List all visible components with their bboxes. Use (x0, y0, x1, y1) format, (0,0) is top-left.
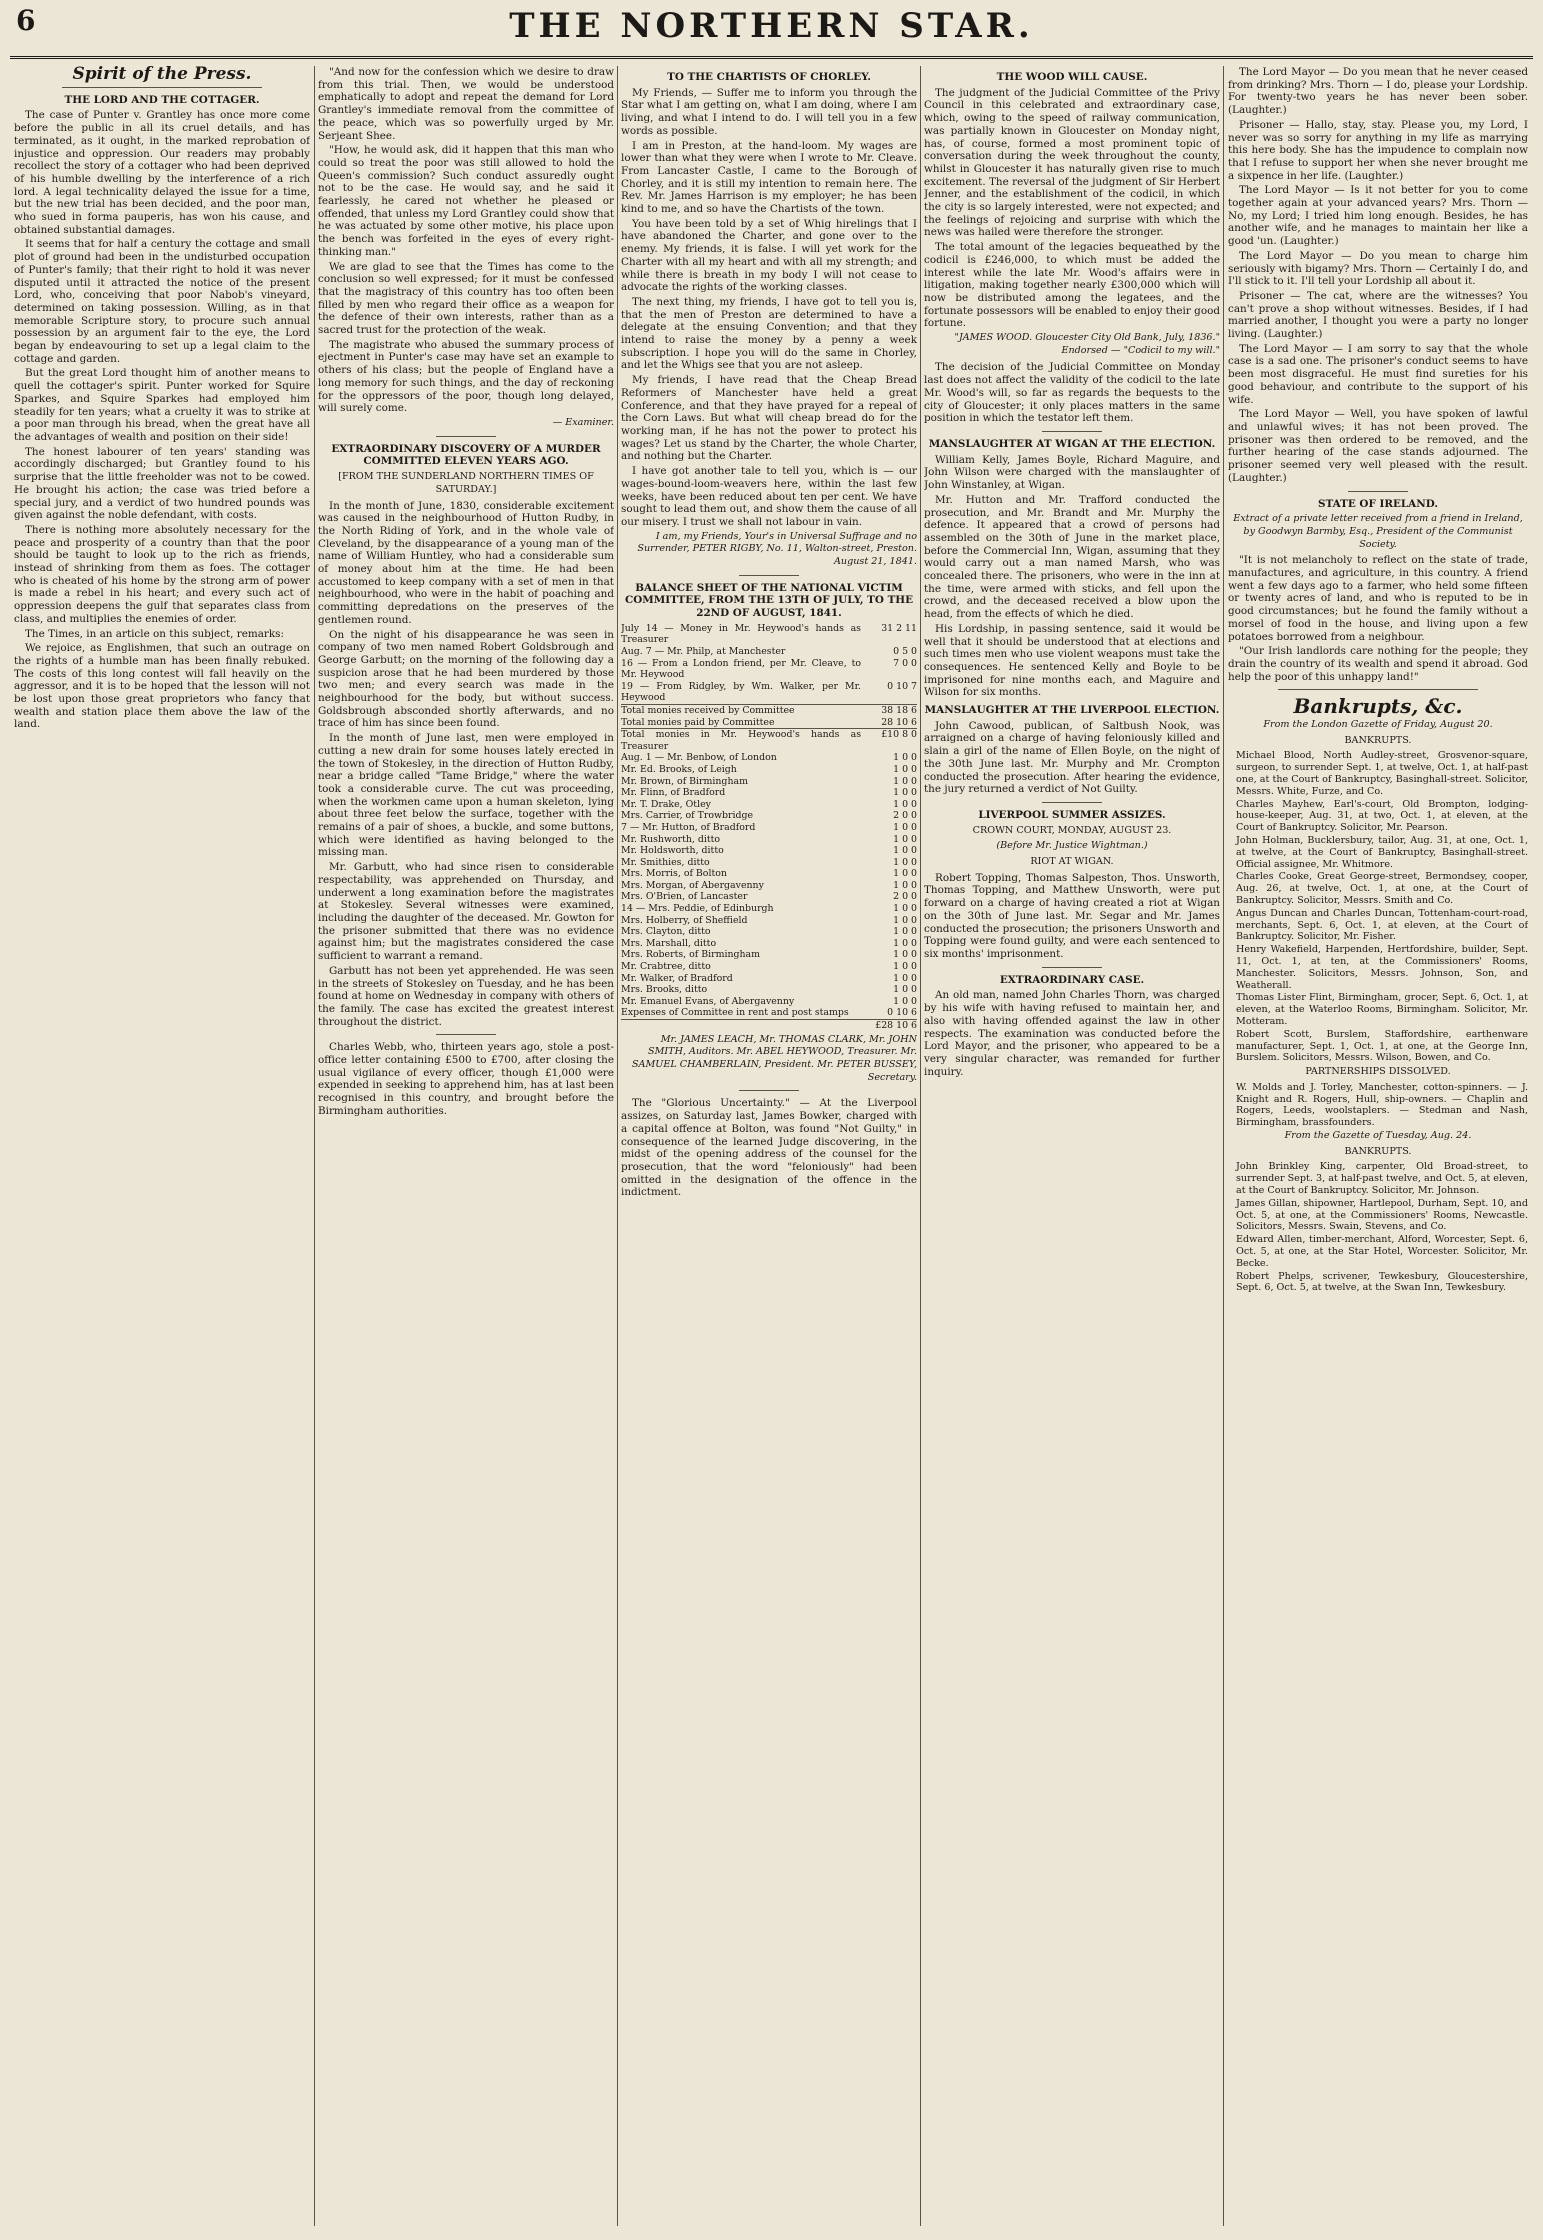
article-paragraph: We are glad to see that the Times has come to the conclusion so well expressed; for it must be confessed that the magistracy of this country has too often been filled by men who regard their office as a weapon for the defence of their own interests, rather than as a sacred trust for the protection of the weak. (318, 260, 614, 337)
balance-label: Mr. Emanuel Evans, of Abergavenny (621, 995, 795, 1007)
list-item: James Gillan, shipowner, Hartlepool, Durham, Sept. 10, and Oct. 5, at one, at the Commissioners' Rooms, Newcastle. Solicitors, Messrs. Swain, Stevens, and Co. (1236, 1197, 1528, 1233)
balance-label: Mrs. Holberry, of Sheffield (621, 914, 748, 926)
balance-label: Total monies in Mr. Heywood's hands as Treasurer (621, 729, 861, 752)
balance-amount: 1 0 0 (893, 984, 917, 996)
article-heading-state-of-ireland: STATE OF IRELAND. (1317, 497, 1438, 510)
balance-amount: 38 18 6 (861, 704, 917, 716)
article-paragraph: Prisoner — Hallo, stay, stay. Please you, my Lord, I never was so sorry for anything in my life as marrying this here body. She has the impudence to complain now that I refuse to support her when she never brought me a sixpence in her life. (Laughter.) (1228, 118, 1528, 182)
balance-amount: 1 0 0 (893, 961, 917, 973)
section-rule (62, 87, 262, 88)
balance-row (621, 996, 917, 1008)
balance-amount: 0 10 6 (887, 1007, 917, 1019)
balance-amount: 1 0 0 (893, 775, 917, 787)
letter-signature: I am, my Friends, Your's in Universal Suffrage and no Surrender, PETER RIGBY, No. 11, Walton-street, Preston. August 21, 1841. (637, 530, 917, 568)
balance-amount: 1 0 0 (893, 937, 917, 949)
balance-amount: 1 0 0 (893, 763, 917, 775)
balance-amount: 31 2 11 (881, 622, 917, 634)
balance-label: Mr. Brown, of Birmingham (621, 775, 748, 787)
balance-row (621, 1007, 917, 1019)
section-rule (1278, 689, 1478, 690)
article-paragraph: The "Glorious Uncertainty." — At the Liverpool assizes, on Saturday last, James Bowker, charged with a capital offence at Bolton, was found "Not Guilty," in consequence of the learned Judge discovering, in the midst of the opening address of the counsel for the prosecution, that the word "feloniously" had been omitted in the designation of the offence in the indictment. (621, 1097, 917, 1199)
balance-amount: £28 10 6 (861, 1020, 917, 1032)
balance-label: 19 — From Ridgley, by Wm. Walker, per Mr. Heywood (621, 680, 861, 704)
balance-row (621, 961, 917, 973)
balance-row (621, 984, 917, 996)
article-paragraph: Charles Webb, who, thirteen years ago, stole a post-office letter containing £500 to £700, after closing the usual vigilance of every officer, though £1,000 were expended in seeking to apprehend him, has at last been recognised in this country, and brought before the Birmingham authorities. (318, 1041, 614, 1117)
balance-amount: 1 0 0 (893, 972, 917, 984)
article-paragraph: The next thing, my friends, I have got to tell you is, that the men of Preston are determined to have a delegate at the ensuing Convention; and that they intend to raise the money by a penny a week subscription. I hope you will do the same in Chorley, and let the Whigs see that you are not asleep. (621, 295, 917, 372)
partnerships-list (1228, 1082, 1528, 1129)
article-paragraph: The Lord Mayor — Is it not better for you to come together again at your advanced years? Mrs. Thorn — No, my Lord; I tried him long enough. Besides, he has another wife, and he manages to maintain her like a good 'un. (Laughter.) (1228, 184, 1528, 248)
article-rule (1348, 491, 1408, 492)
balance-row (621, 973, 917, 985)
article-paragraph: My Friends, — Suffer me to inform you through the Star what I am getting on, what I am doing, where I am living, and what I intend to do. I will tell you in a few words as possible. (621, 86, 917, 137)
column-divider (617, 66, 618, 2226)
list-heading-partnerships: PARTNERSHIPS DISSOLVED. (1305, 1066, 1451, 1078)
balance-label: Total monies paid by Committee (621, 716, 775, 728)
article-paragraph: In the month of June, 1830, considerable excitement was caused in the neighbourhood of Hutton Rudby, in the North Riding of York, and in the whole vale of Cleveland, by the disappearance of a young man of the name of William Huntley, who had a considerable sum of money about him at the time. He had been accustomed to keep company with a set of men in that neighbourhood, who were in the habit of poaching and committing depredations on the preserves of the gentlemen round. (318, 499, 614, 626)
list-item: Michael Blood, North Audley-street, Grosvenor-square, surgeon, to surrender Sept. 1, at twelve, Oct. 1, at half-past one, at the Court of Bankruptcy, Basinghall-street. Solicitor, Messrs. White, Furze, and Co. (1236, 750, 1528, 797)
balance-label: 16 — From a London friend, per Mr. Cleave, to Mr. Heywood (621, 657, 861, 681)
balance-amount: 1 0 0 (893, 868, 917, 880)
balance-amount: 1 0 0 (893, 798, 917, 810)
balance-label: July 14 — Money in Mr. Heywood's hands as Treasurer (621, 622, 861, 646)
article-source: — Examiner. (552, 416, 614, 428)
balance-label: Mrs. O'Brien, of Lancaster (621, 891, 748, 903)
balance-label: Expenses of Committee in rent and post stamps (621, 1007, 849, 1019)
article-paragraph: Garbutt has not been yet apprehended. He was seen in the streets of Stokesley on Tuesday, and he has been found at home on Wednesday in company with others of the family. The case has excited the greatest interest throughout the district. (318, 964, 614, 1028)
balance-row (621, 764, 917, 776)
balance-amount: 1 0 0 (893, 856, 917, 868)
article-paragraph: We rejoice, as Englishmen, that such an outrage on the rights of a humble man has been finally rebuked. The costs of this long contest will fall heavily on the aggressor, and it is to be hoped that the lesson will not be lost upon those great proprietors who fancy that wealth and station place them above the law of the land. (14, 642, 310, 731)
balance-label: Mr. Smithies, ditto (621, 856, 710, 868)
balance-row (621, 938, 917, 950)
article-paragraph: Robert Topping, Thomas Salpeston, Thos. Unsworth, Thomas Topping, and Matthew Unsworth, were put forward on a charge of having created a riot at Wigan on the 30th of June last. Mr. Segar and Mr. James conducted the prosecution; the prisoners Unsworth and Topping were found guilty, and were each sentenced to six months' imprisonment. (924, 871, 1220, 960)
balance-amount: 0 10 7 (887, 680, 917, 692)
balance-label: Mr. Walker, of Bradford (621, 972, 733, 984)
balance-row (621, 810, 917, 822)
balance-label: Aug. 7 — Mr. Philp, at Manchester (621, 646, 786, 658)
article-paragraph: It seems that for half a century the cottage and small plot of ground had been in the undisturbed occupation of Punter's family; that their right to hold it was never disputed until it attracted the notice of the present Lord, who, conceiving that poor Nabob's vineyard, determined on taking possession. Willing, as in that memorable Scripture story, to procure such annual possession by an argument fair to the eye, the Lord began by endeavouring to set up a legal claim to the cottage and garden. (14, 238, 310, 365)
article-subheading-italic: Extract of a private letter received from a friend in Ireland, by Goodwyn Barmby, Esq., President of the Communist Society. (1233, 513, 1523, 550)
balance-row (621, 903, 917, 915)
balance-row (621, 681, 917, 705)
balance-row (621, 799, 917, 811)
column-4 (924, 66, 1220, 2226)
newspaper-title: THE NORTHERN STAR. (509, 6, 1034, 46)
balance-amount: 1 0 0 (893, 879, 917, 891)
article-heading-manslaughter-liverpool: MANSLAUGHTER AT THE LIVERPOOL ELECTION. (924, 704, 1220, 717)
list-heading-bankrupts: BANKRUPTS. (1344, 1145, 1412, 1157)
committee-signatures: Mr. JAMES LEACH, Mr. THOMAS CLARK, Mr. JOHN SMITH, Auditors. Mr. ABEL HEYWOOD, Treasurer. Mr. SAMUEL CHAMBERLAIN, President. Mr. PETER BUSSEY, Secretary. (631, 1033, 917, 1083)
article-paragraph: His Lordship, in passing sentence, said it would be well that it should be understood that at elections and such times men who use violent weapons must take the consequences. He sentenced Kelly and Boyle to be imprisoned for nine months each, and Maguire and Wilson for six months. (924, 622, 1220, 699)
balance-amount: 1 0 0 (893, 903, 917, 915)
balance-label: Mrs. Carrier, of Trowbridge (621, 810, 754, 822)
balance-label: Total monies received by Committee (621, 704, 861, 716)
list-item: Robert Phelps, scrivener, Tewkesbury, Gloucestershire, Sept. 6, Oct. 5, at twelve, at the Swan Inn, Tewkesbury. (1236, 1270, 1528, 1294)
balance-label: Mrs. Roberts, of Birmingham (621, 949, 761, 961)
balance-amount: 1 0 0 (893, 821, 917, 833)
article-paragraph: "And now for the confession which we desire to draw from this trial. Then, we would be understood emphatically to adopt and repeat the demand for Lord Grantley's immediate removal from the committee of the peace, which was so powerfully urged by Mr. Serjeant Shee. (318, 66, 614, 142)
article-paragraph: The Lord Mayor — Do you mean that he never ceased from drinking? Mrs. Thorn — I do, please your Lordship. For twenty-two years he has never been sober. (Laughter.) (1228, 66, 1528, 117)
column-1 (14, 66, 310, 2226)
article-paragraph: The honest labourer of ten years' standing was accordingly discharged; but Grantley found to his surprise that the little freeholder was not to be cowed. He brought his action; the case was tried before a special jury, and a verdict of two hundred pounds was given against the noble defendant, with costs. (14, 445, 310, 522)
list-heading-bankrupts: BANKRUPTS. (1344, 734, 1412, 746)
article-paragraph: John Cawood, publican, of Saltbush Nook, was arraigned on a charge of having feloniously killed and slain a girl of the name of Ellen Boyle, on the night of the 30th June last. Mr. Murphy and Mr. Crompton conducted the prosecution. After hearing the evidence, the jury returned a verdict of Not Guilty. (924, 719, 1220, 796)
balance-amount: 1 0 0 (893, 995, 917, 1007)
balance-label: Mrs. Brooks, ditto (621, 984, 708, 996)
article-paragraph: In the month of June last, men were employed in cutting a new drain for some houses lately erected in the town of Stokesley, in the direction of Hutton Rudby, near a bridge called "Tame Bridge," where the water took a considerable curve. The cut was proceeding, when the workmen came upon a human skeleton, lying about three feet below the surface, together with the remains of a pair of shoes, a buckle, and some buttons, which were identified as having belonged to the missing man. (318, 732, 614, 859)
balance-label: Mr. Rushworth, ditto (621, 833, 721, 845)
article-heading-lord-and-cottager: THE LORD AND THE COTTAGER. (64, 93, 260, 106)
article-paragraph: The judgment of the Judicial Committee of the Privy Council in this celebrated and extraordinary case, which, owing to the speed of railway communication, was partially known in Gloucester on Monday night, has, of course, formed a most prominent topic of conversation during the week throughout the county, whilst in Gloucester it has naturally given rise to much excitement. The reversal of the judgment of Sir Herbert Jenner, and the establishment of the codicil, in which the city is so largely interested, were not expected; and the feelings of rejoicing and surprise with which the news was hailed were therefore the stronger. (924, 86, 1220, 239)
balance-amount: 2 0 0 (893, 891, 917, 903)
balance-row (621, 717, 917, 729)
balance-label (621, 1020, 861, 1032)
article-paragraph: On the night of his disappearance he was seen in company of two men named Robert Goldsbrough and George Garbutt; on the morning of the following day a suspicion arose that he had been murdered by those two men; and every search was made in the neighbourhood for the body, but without success. Goldsbrough absconded shortly afterwards, and no trace of him has since been found. (318, 628, 614, 730)
column-3 (621, 66, 917, 2226)
balance-row (621, 1020, 917, 1032)
balance-row (621, 658, 917, 681)
list-item: Thomas Lister Flint, Birmingham, grocer, Sept. 6, Oct. 1, at eleven, at the Waterloo Rooms, Birmingham. Solicitor, Mr. Motteram. (1236, 992, 1528, 1027)
article-rule (1042, 802, 1102, 803)
balance-amount: 1 0 0 (893, 914, 917, 926)
article-rule (1042, 431, 1102, 432)
codicil-signature: "JAMES WOOD. Gloucester City Old Bank, July, 1836." Endorsed — "Codicil to my will." (954, 332, 1220, 356)
balance-row (621, 880, 917, 892)
balance-label: Mr. Holdsworth, ditto (621, 845, 724, 857)
article-paragraph: You have been told by a set of Whig hirelings that I have abandoned the Charter, and gone over to the enemy. My friends, it is false. I will yet work for the Charter with all my heart and with all my strength; and while there is breath in my body I will not cease to advocate the rights of the working classes. (621, 217, 917, 294)
column-2 (318, 66, 614, 2226)
list-item: Charles Mayhew, Earl's-court, Old Brompton, lodging-house-keeper, Aug. 31, at two, Oct. 1, at eleven, at the Court of Bankruptcy. Solicitor, Mr. Pearson. (1236, 798, 1528, 834)
article-paragraph: The total amount of the legacies bequeathed by the codicil is £246,000, to which must be added the interest while the late Mr. Wood's affairs were in litigation, making together nearly £300,000 which will now be distributed among the legatees, and the fortunate possessors will be enabled to enjoy their good fortune. (924, 241, 1220, 330)
balance-label: Mr. T. Drake, Otley (621, 798, 711, 810)
column-divider (314, 66, 315, 2226)
article-paragraph: The decision of the Judicial Committee on Monday last does not affect the validity of the codicil to the late Mr. Wood's will, so far as regards the bequests to the city of Gloucester; it only places matters in the same position in which the testator left them. (924, 361, 1220, 425)
article-heading-balance-sheet: BALANCE SHEET OF THE NATIONAL VICTIM COMMITTEE, FROM THE 13TH OF JULY, TO THE 22ND OF AUGUST, 1841. (624, 581, 914, 620)
balance-row (621, 776, 917, 788)
balance-row (621, 915, 917, 927)
gazette-date: From the Gazette of Tuesday, Aug. 24. (1284, 1130, 1472, 1142)
article-paragraph: I have got another tale to tell you, which is — our wages-bound-loom-weavers here, within the last few weeks, have been reduced about ten per cent. We have sought to lead them out, and show them the cause of all our misery. I trust we shall not labour in vain. (621, 465, 917, 528)
article-paragraph: The magistrate who abused the summary process of ejectment in Punter's case may have set an example to others of his class; but the people of England have a long memory for such things, and the day of reckoning for the oppressors of the poor, though long delayed, will surely come. (318, 338, 614, 415)
article-rule (739, 575, 799, 576)
article-paragraph: There is nothing more absolutely necessary for the peace and prosperity of a country than that the poor should be taught to look up to the rich as friends, instead of shrinking from them as foes. The cottager who is cheated of his home by the strong arm of power is made a rebel in his heart; and every such act of oppression deepens the gulf that separates class from class, and multiplies the enemies of order. (14, 523, 310, 625)
list-item: Charles Cooke, Great George-street, Bermondsey, cooper, Aug. 26, at twelve, Oct. 1, at one, at the Court of Bankruptcy. Solicitor, Messrs. Smith and Co. (1236, 871, 1528, 907)
balance-label: Mr. Flinn, of Bradford (621, 787, 726, 799)
article-paragraph: William Kelly, James Boyle, Richard Maguire, and John Wilson were charged with the manslaughter of John Winstanley, at Wigan. (924, 453, 1220, 492)
column-divider (920, 66, 921, 2226)
balance-amount: 0 5 0 (893, 646, 917, 658)
article-paragraph: An old man, named John Charles Thorn, was charged by his wife with having refused to maintain her, and also with having offended against the law in other respects. The examination was conducted before the Lord Mayor, and the prisoner, who appeared to be a very singular character, was remanded for further inquiry. (924, 989, 1220, 1078)
balance-label: 7 — Mr. Hutton, of Bradford (621, 821, 756, 833)
article-heading-chartists-of-chorley: TO THE CHARTISTS OF CHORLEY. (667, 71, 871, 83)
balance-amount: 28 10 6 (881, 716, 917, 728)
balance-row (621, 845, 917, 857)
article-heading-liverpool-assizes: LIVERPOOL SUMMER ASSIZES. (978, 808, 1166, 821)
bankrupts-list (1228, 1161, 1528, 1294)
masthead-rule (10, 56, 1533, 59)
article-subheading: [FROM THE SUNDERLAND NORTHERN TIMES OF SATURDAY.] (338, 471, 594, 495)
article-paragraph: "Our Irish landlords care nothing for the people; they drain the country of its wealth and spend it abroad. God help the poor of this unhappy land!" (1228, 645, 1528, 683)
balance-row (621, 646, 917, 658)
page-number: 6 (16, 4, 36, 37)
balance-label: 14 — Mrs. Peddie, of Edinburgh (621, 903, 774, 915)
article-paragraph: I am in Preston, at the hand-loom. My wages are lower than what they were when I wrote to Mr. Cleave. From Lancaster Castle, I came to the Borough of Chorley, and it is still my intention to remain here. The Rev. Mr. James Harrison is my employer; he has been kind to me, and so have the Chartists of the town. (621, 139, 917, 216)
balance-amount: 1 0 0 (893, 787, 917, 799)
balance-sheet-table (621, 623, 917, 1032)
balance-label: Mrs. Morris, of Bolton (621, 868, 727, 880)
article-rule (436, 436, 496, 437)
balance-amount: 7 0 0 (893, 657, 917, 669)
balance-row (621, 834, 917, 846)
balance-row (621, 868, 917, 880)
article-rule (739, 1090, 799, 1091)
balance-amount: 1 0 0 (893, 949, 917, 961)
balance-label: Mrs. Clayton, ditto (621, 926, 711, 938)
masthead (10, 0, 1533, 60)
article-paragraph: "It is not melancholy to reflect on the state of trade, manufactures, and agriculture, in this country. A friend went a few days ago to a farmer, who held some fifteen or twenty acres of land, and who is reputed to be in good circumstances; but he found the family without a morsel of food in the house, and living upon a few potatoes borrowed from a neighbour. (1228, 554, 1528, 643)
balance-amount: 1 0 0 (893, 752, 917, 764)
article-paragraph: The case of Punter v. Grantley has once more come before the public in all its cruel details, and has terminated, as it ought, in the marked reprobation of injustice and oppression. Our readers may probably recollect the story of a cottager who had been deprived of his humble dwelling by the interference of a rich lord. A legal technicality delayed the issue for a time, but the new trial has been decided, and the poor man, who sued in forma pauperis, has won his cause, and obtained substantial damages. (14, 109, 310, 236)
article-rule (1042, 967, 1102, 968)
article-paragraph: But the great Lord thought him of another means to quell the cottager's spirit. Punter worked for Squire Sparkes, and Squire Sparkes had employed him steadily for ten years; what a cruelty it was to strike at a poor man through his bread, when the great have all the advantages of wealth and position on their side! (14, 367, 310, 443)
article-paragraph: The Times, in an article on this subject, remarks: (25, 627, 285, 640)
section-heading-spirit-of-the-press: Spirit of the Press. (72, 66, 252, 84)
balance-row (621, 729, 917, 753)
balance-amount: 1 0 0 (893, 845, 917, 857)
balance-amount: 2 0 0 (893, 810, 917, 822)
article-heading-murder-discovery: EXTRAORDINARY DISCOVERY OF A MURDER COMMITTED ELEVEN YEARS AGO. (331, 442, 601, 468)
balance-label: Mrs. Marshall, ditto (621, 937, 717, 949)
balance-amount: £10 8 0 (861, 729, 917, 753)
article-paragraph: The Lord Mayor — Well, you have spoken of lawful and unlawful wives; it has not been proved. The prisoner was then ordered to be removed, and the further hearing of the case stands adjourned. The prisoner seemed very well pleased with the result. (Laughter.) (1228, 408, 1528, 484)
list-item: Robert Scott, Burslem, Staffordshire, earthenware manufacturer, Sept. 1, Oct. 1, at one, at the George Inn, Burslem. Solicitors, Messrs. Wilson, Bowen, and Co. (1236, 1028, 1528, 1064)
article-paragraph: Prisoner — The cat, where are the witnesses? You can't prove a shop without witnesses. Besides, if I had married another, I thought you were a party no longer living. (Laughter.) (1228, 289, 1528, 341)
column-divider (1223, 66, 1224, 2226)
section-heading-bankrupts: Bankrupts, &c. (1293, 694, 1463, 719)
balance-label: Mr. Ed. Brooks, of Leigh (621, 763, 737, 775)
balance-row (621, 704, 917, 716)
article-paragraph: The Lord Mayor — Do you mean to charge him seriously with bigamy? Mrs. Thorn — Certainly I do, and I'll stick to it. I'll tell your Lordship all about it. (1228, 249, 1528, 288)
gazette-date: From the London Gazette of Friday, August 20. (1263, 719, 1493, 731)
balance-row (621, 752, 917, 764)
balance-row (621, 926, 917, 938)
balance-label: Mrs. Morgan, of Abergavenny (621, 879, 764, 891)
article-paragraph: My friends, I have read that the Cheap Bread Reformers of Manchester have held a great Conference, and that they have prayed for a repeal of the Corn Laws. But what will cheap bread do for the working man, if he has not the power to protect his wages? Let us stand by the Charter, the whole Charter, and nothing but the Charter. (621, 374, 917, 463)
bankrupts-list (1228, 750, 1528, 1064)
article-paragraph: The Lord Mayor — I am sorry to say that the whole case is a sad one. The prisoner's conduct seems to have been most disgraceful. He must find sureties for his good behaviour, and contribute to the support of his wife. (1228, 342, 1528, 406)
balance-amount: 1 0 0 (893, 926, 917, 938)
balance-row (621, 623, 917, 646)
list-item: Edward Allen, timber-merchant, Alford, Worcester, Sept. 6, Oct. 5, at one, at the Star Hotel, Worcester. Solicitor, Mr. Becke. (1236, 1234, 1528, 1269)
balance-amount: 1 0 0 (893, 833, 917, 845)
list-item: John Holman, Bucklersbury, tailor, Aug. 31, at one, Oct. 1, at twelve, at the Court of Bankruptcy, Basinghall-street. Official assignee, Mr. Whitmore. (1236, 835, 1528, 870)
balance-label: Aug. 1 — Mr. Benbow, of London (621, 752, 777, 764)
balance-row (621, 857, 917, 869)
list-item: W. Molds and J. Torley, Manchester, cotton-spinners. — J. Knight and R. Rogers, Hull, ship-owners. — Chaplin and Rogers, Leeds, woolstaplers. — Stedman and Nash, Birmingham, brassfounders. (1236, 1081, 1528, 1129)
balance-row (621, 949, 917, 961)
article-paragraph: "How, he would ask, did it happen that this man who could so treat the poor was still allowed to hold the Queen's commission? Such conduct assuredly ought not to be the case. He would say, and he said it fearlessly, he cared not whether he pleased or offended, that unless my Lord Grantley could show that he was actuated by some other motive, his place upon the bench was forfeited in the eyes of every right-thinking man." (318, 144, 614, 258)
article-subheading-italic: (Before Mr. Justice Wightman.) (996, 840, 1148, 852)
balance-row (621, 822, 917, 834)
article-rule (436, 1034, 496, 1035)
article-heading-extraordinary-case: EXTRAORDINARY CASE. (999, 973, 1145, 986)
list-item: Henry Wakefield, Harpenden, Hertfordshire, builder, Sept. 11, Oct. 1, at ten, at the Commissioners' Rooms, Manchester. Solicitors, Messrs. Johnson, Son, and Weatherall. (1236, 944, 1528, 991)
balance-row (621, 787, 917, 799)
article-paragraph: Mr. Garbutt, who had since risen to considerable respectability, was apprehended on Thursday, and underwent a long examination before the magistrates at Stokesley. Several witnesses were examined, including the daughter of the deceased. Mr. Gowton for the prisoner submitted that there was no evidence against him; but the magistrates considered the case sufficient to warrant a remand. (318, 861, 614, 963)
column-5 (1228, 66, 1528, 2226)
article-paragraph: Mr. Hutton and Mr. Trafford conducted the prosecution, and Mr. Brandt and Mr. Murphy the defence. It appeared that a crowd of persons had assembled on the 30th of June in the market place, before the Commercial Inn, Wigan, assuming that they would carry out a man named Marsh, who was concealed there. The prisoners, who were in the inn at the time, were armed with sticks, and fell upon the crowd, and the deceased received a blow upon the head, from the effects of which he died. (924, 493, 1220, 621)
article-heading-wood-will-cause: THE WOOD WILL CAUSE. (996, 71, 1148, 83)
article-heading-manslaughter-wigan: MANSLAUGHTER AT WIGAN AT THE ELECTION. (928, 437, 1216, 450)
balance-sheet-body (621, 623, 917, 1032)
article-subheading: RIOT AT WIGAN. (1030, 856, 1114, 868)
list-item: Angus Duncan and Charles Duncan, Tottenham-court-road, merchants, Sept. 6, Oct. 1, at eleven, at the Court of Bankruptcy. Solicitor, Mr. Fisher. (1236, 907, 1528, 943)
balance-label: Mr. Crabtree, ditto (621, 961, 711, 973)
article-subheading: CROWN COURT, MONDAY, AUGUST 23. (972, 824, 1172, 836)
balance-row (621, 891, 917, 903)
list-item: John Brinkley King, carpenter, Old Broad-street, to surrender Sept. 3, at half-past twelve, and Oct. 5, at eleven, at the Court of Bankruptcy. Solicitor, Mr. Johnson. (1236, 1161, 1528, 1197)
